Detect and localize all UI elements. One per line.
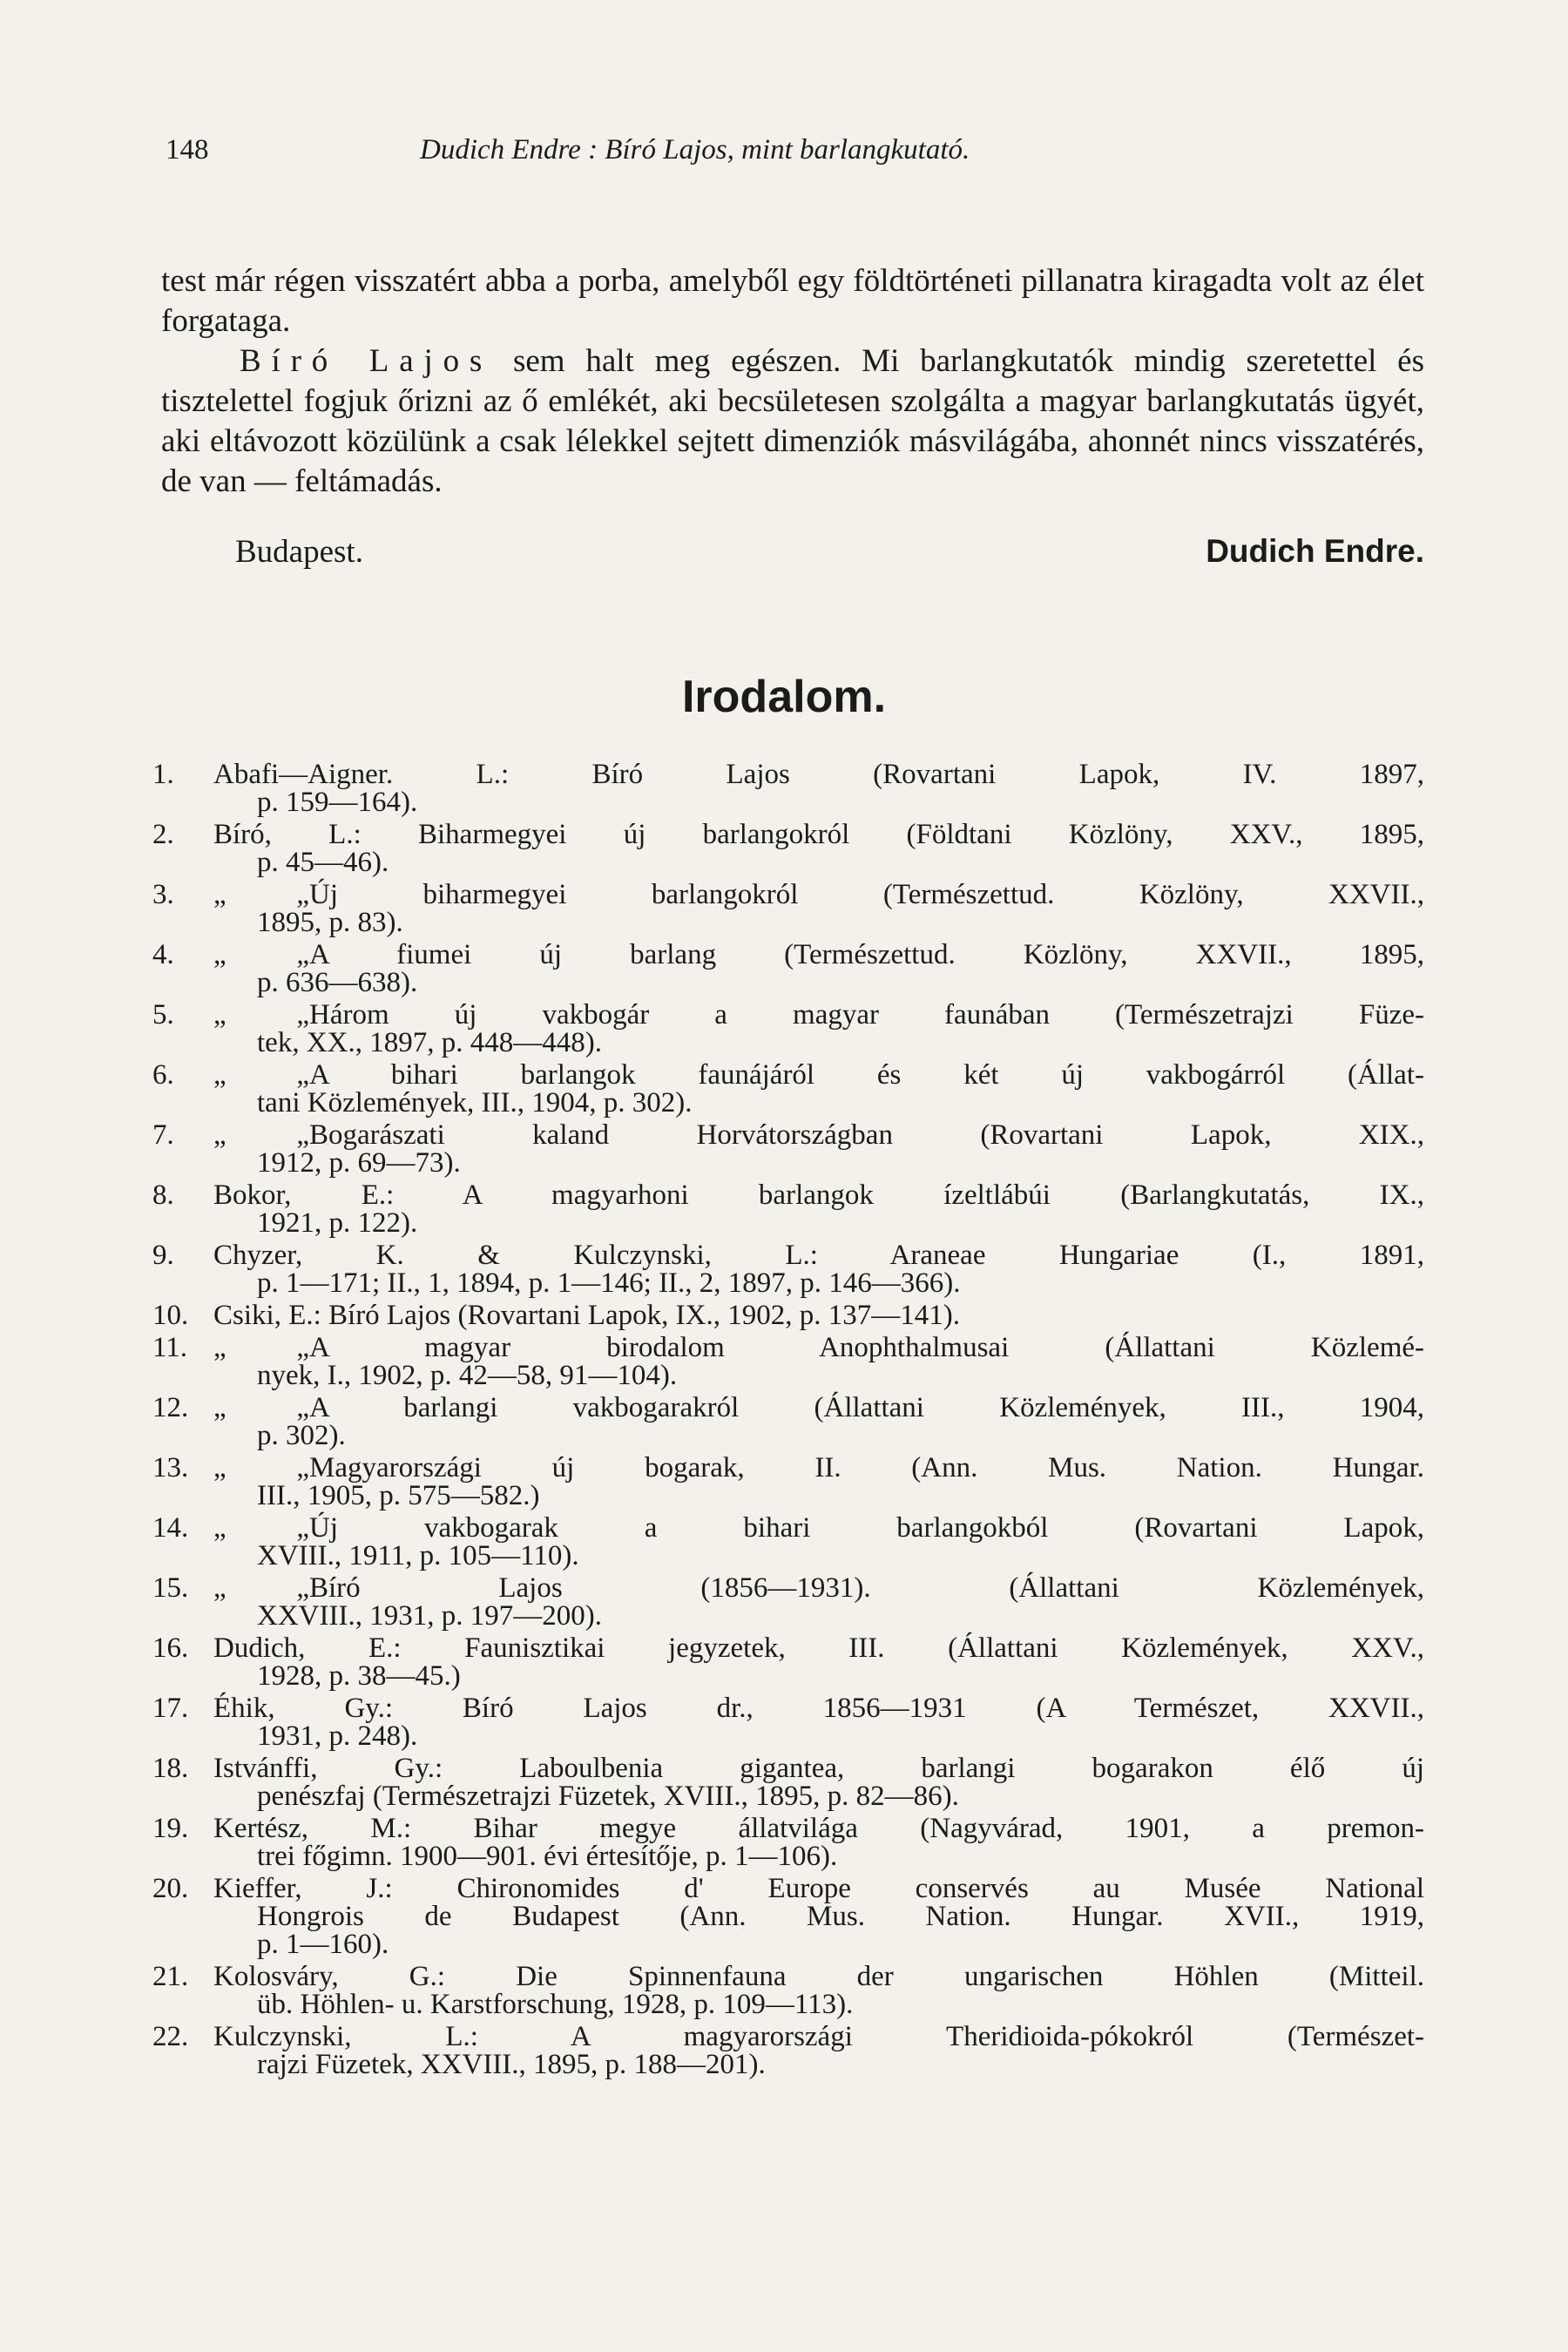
reference-text: Csiki, E.: Bíró Lajos (Rovartani Lapok, IX., 1902, p. 137—141). [213,1300,960,1331]
reference-number: 13. [152,1452,189,1484]
reference-text: nyek, I., 1902, p. 42—58, 91—104). [257,1360,678,1391]
reference-line [213,1930,1424,1958]
reference-number: 4. [152,939,174,970]
reference-item [152,1875,1424,1958]
reference-text: XXVIII., 1931, p. 197—200). [257,1600,602,1632]
reference-text: Bogarászati kaland Horvátországban (Rovartani Lapok, XIX., [309,1119,1424,1151]
reference-line [213,1514,1424,1542]
reference-item [152,1301,1424,1329]
reference-number: 17. [152,1693,189,1724]
reference-item [152,941,1424,997]
reference-line [213,1662,1424,1690]
page-number: 148 [166,134,209,166]
signature-author: Dudich Endre. [1206,533,1424,569]
reference-number: 10. [152,1300,189,1331]
paragraph-2 [161,341,1424,502]
reference-item [152,1514,1424,1570]
reference-text: 1912, p. 69—73). [257,1147,461,1179]
reference-item [152,1061,1424,1117]
ditto-mark: „ „ [213,1119,309,1151]
reference-number: 21. [152,1961,189,1992]
reference-line [213,1482,1424,1510]
ditto-mark: „ „ [213,1059,309,1091]
reference-text: Kulczynski, L.: A magyarországi Theridioida-pókokról (Természet- [213,2021,1424,2052]
reference-number: 9. [152,1240,174,1271]
reference-text: p. 1—160). [257,1929,389,1960]
running-header [166,134,1420,178]
reference-line [213,969,1424,997]
reference-line [213,1782,1424,1810]
reference-line [213,1454,1424,1482]
reference-line [213,788,1424,816]
reference-line [213,909,1424,936]
reference-item [152,1454,1424,1510]
reference-line [213,1061,1424,1089]
reference-line [213,941,1424,969]
reference-text: trei főgimn. 1900—901. évi értesítője, p. 1—106). [257,1841,838,1872]
reference-item [152,1694,1424,1750]
reference-item [152,1334,1424,1389]
reference-text: 1921, p. 122). [257,1207,418,1239]
reference-text: tani Közlemények, III., 1904, p. 302). [257,1087,693,1119]
reference-line [213,1694,1424,1722]
reference-text: Bíró Lajos (1856—1931). (Állattani Közlemények, [309,1572,1424,1604]
reference-item [152,821,1424,876]
reference-item [152,2023,1424,2078]
reference-number: 12. [152,1392,189,1423]
spaced-name: Bíró Lajos [240,343,493,379]
reference-text: Istvánffi, Gy.: Laboulbenia gigantea, barlangi bogarakon élő új [213,1753,1424,1784]
reference-line [213,1542,1424,1570]
reference-line [213,1602,1424,1630]
reference-text: Három új vakbogár a magyar faunában (Természetrajzi Füze- [309,999,1424,1031]
reference-number: 7. [152,1119,174,1151]
reference-line [213,1121,1424,1149]
reference-text: A fiumei új barlang (Természettud. Közlöny, XXVII., 1895, [309,939,1424,970]
reference-number: 11. [152,1332,188,1363]
reference-text: Kieffer, J.: Chironomides d' Europe conservés au Musée National [213,1873,1424,1904]
reference-line [213,1903,1424,1930]
reference-text: Dudich, E.: Faunisztikai jegyzetek, III. (Állattani Közlemények, XXV., [213,1632,1424,1664]
reference-number: 20. [152,1873,189,1904]
reference-line [213,2023,1424,2051]
ditto-mark: „ „ [213,1452,309,1484]
body-text [161,261,1424,502]
reference-number: 2. [152,819,174,850]
reference-line [213,1241,1424,1269]
reference-line [213,1842,1424,1870]
reference-number: 6. [152,1059,174,1091]
section-heading: Irodalom. [681,672,887,722]
reference-line [213,1754,1424,1782]
reference-item [152,1181,1424,1237]
reference-text: Hongrois de Budapest (Ann. Mus. Nation. Hungar. XVII., 1919, [257,1901,1424,1932]
reference-line [213,1149,1424,1177]
reference-line [213,1029,1424,1057]
reference-text: Új vakbogarak a bihari barlangokból (Rovartani Lapok, [309,1512,1424,1544]
reference-line [213,1574,1424,1602]
reference-number: 22. [152,2021,189,2052]
ditto-mark: „ „ [213,999,309,1031]
reference-item [152,1001,1424,1057]
reference-text: rajzi Füzetek, XXVIII., 1895, p. 188—201). [257,2049,766,2080]
running-title: Dudich Endre : Bíró Lajos, mint barlangkutató. [420,134,970,166]
reference-text: p. 45—46). [257,847,389,878]
reference-line [213,1875,1424,1903]
reference-text: p. 302). [257,1420,346,1451]
reference-text: Bíró, L.: Biharmegyei új barlangokról (Földtani Közlöny, XXV., 1895, [213,819,1424,850]
reference-text: A barlangi vakbogarakról (Állattani Közlemények, III., 1904, [309,1392,1424,1423]
reference-text: Bokor, E.: A magyarhoni barlangok ízeltlábúi (Barlangkutatás, IX., [213,1179,1424,1211]
reference-item [152,1121,1424,1177]
reference-line [213,2051,1424,2078]
reference-text: Kertész, M.: Bihar megye állatvilága (Nagyvárad, 1901, a premon- [213,1813,1424,1844]
paragraph-2-text: sem halt meg egészen. Mi barlangkutatók mindig szeretettel és tisztelettel fogjuk őrizni az ő emlékét, aki becsületesen szolgálta a magyar barlangkutatás ügyét, aki eltávozott közülünk a csak lélekkel sejtett dimenziók másvilágába, ahonnét nincs visszatérés, de van — feltámadás. [161,343,1425,499]
reference-number: 16. [152,1632,189,1664]
reference-number: 5. [152,999,174,1031]
reference-text: Új biharmegyei barlangokról (Természettud. Közlöny, XXVII., [309,879,1424,910]
reference-number: 18. [152,1753,189,1784]
reference-line [213,848,1424,876]
reference-number: 1. [152,759,174,790]
reference-number: 3. [152,879,174,910]
reference-text: p. 1—171; II., 1, 1894, p. 1—146; II., 2, 1897, p. 146—366). [257,1267,961,1299]
reference-text: tek, XX., 1897, p. 448—448). [257,1027,602,1058]
signature-place: Budapest. [235,534,363,570]
reference-line [213,1722,1424,1750]
ditto-mark: „ „ [213,1512,309,1544]
reference-line [213,821,1424,848]
reference-text: XVIII., 1911, p. 105—110). [257,1540,579,1571]
reference-item [152,760,1424,816]
reference-text: Éhik, Gy.: Bíró Lajos dr., 1856—1931 (A Természet, XXVII., [213,1693,1424,1724]
reference-line [213,1422,1424,1450]
reference-text: p. 636—638). [257,967,418,998]
reference-number: 14. [152,1512,189,1544]
reference-line [213,1334,1424,1362]
reference-item [152,1754,1424,1810]
reference-text: Kolosváry, G.: Die Spinnenfauna der ungarischen Höhlen (Mitteil. [213,1961,1424,1992]
reference-line [213,1362,1424,1389]
reference-line [213,1963,1424,1990]
reference-item [152,1574,1424,1630]
reference-item [152,1963,1424,2018]
reference-line [213,1815,1424,1842]
reference-item [152,1394,1424,1450]
reference-line [213,1089,1424,1117]
reference-text: 1928, p. 38—45.) [257,1660,461,1692]
reference-number: 15. [152,1572,189,1604]
reference-text: Abafi—Aigner. L.: Bíró Lajos (Rovartani Lapok, IV. 1897, [213,759,1424,790]
reference-line [213,1209,1424,1237]
reference-text: A magyar birodalom Anophthalmusai (Állattani Közlemé- [309,1332,1424,1363]
reference-number: 19. [152,1813,189,1844]
ditto-mark: „ „ [213,1392,309,1423]
ditto-mark: „ „ [213,1572,309,1604]
signature-line [235,533,1424,575]
reference-text: 1931, p. 248). [257,1720,418,1752]
reference-line [213,1301,1424,1329]
reference-text: Magyarországi új bogarak, II. (Ann. Mus. Nation. Hungar. [309,1452,1424,1484]
reference-text: penészfaj (Természetrajzi Füzetek, XVIII., 1895, p. 82—86). [257,1781,959,1812]
reference-line [213,1990,1424,2018]
reference-text: A bihari barlangok faunájáról és két új vakbogárról (Állat- [309,1059,1424,1091]
ditto-mark: „ „ [213,939,309,970]
reference-item [152,1815,1424,1870]
reference-line [213,760,1424,788]
reference-line [213,1001,1424,1029]
reference-line [213,1269,1424,1297]
reference-item [152,881,1424,936]
reference-number: 8. [152,1179,174,1211]
reference-line [213,881,1424,909]
reference-text: III., 1905, p. 575—582.) [257,1480,540,1511]
reference-line [213,1181,1424,1209]
reference-line [213,1634,1424,1662]
reference-text: üb. Höhlen- u. Karstforschung, 1928, p. 109—113). [257,1989,854,2020]
reference-line [213,1394,1424,1422]
reference-text: 1895, p. 83). [257,907,403,938]
reference-text: p. 159—164). [257,787,418,818]
reference-item [152,1241,1424,1297]
reference-list [152,760,1424,2083]
paragraph-1: test már régen visszatért abba a porba, amelyből egy földtörténeti pillanatra kiragadta volt az élet forgataga. [161,263,1424,339]
reference-item [152,1634,1424,1690]
reference-text: Chyzer, K. & Kulczynski, L.: Araneae Hungariae (I., 1891, [213,1240,1424,1271]
ditto-mark: „ „ [213,1332,309,1363]
ditto-mark: „ „ [213,879,309,910]
